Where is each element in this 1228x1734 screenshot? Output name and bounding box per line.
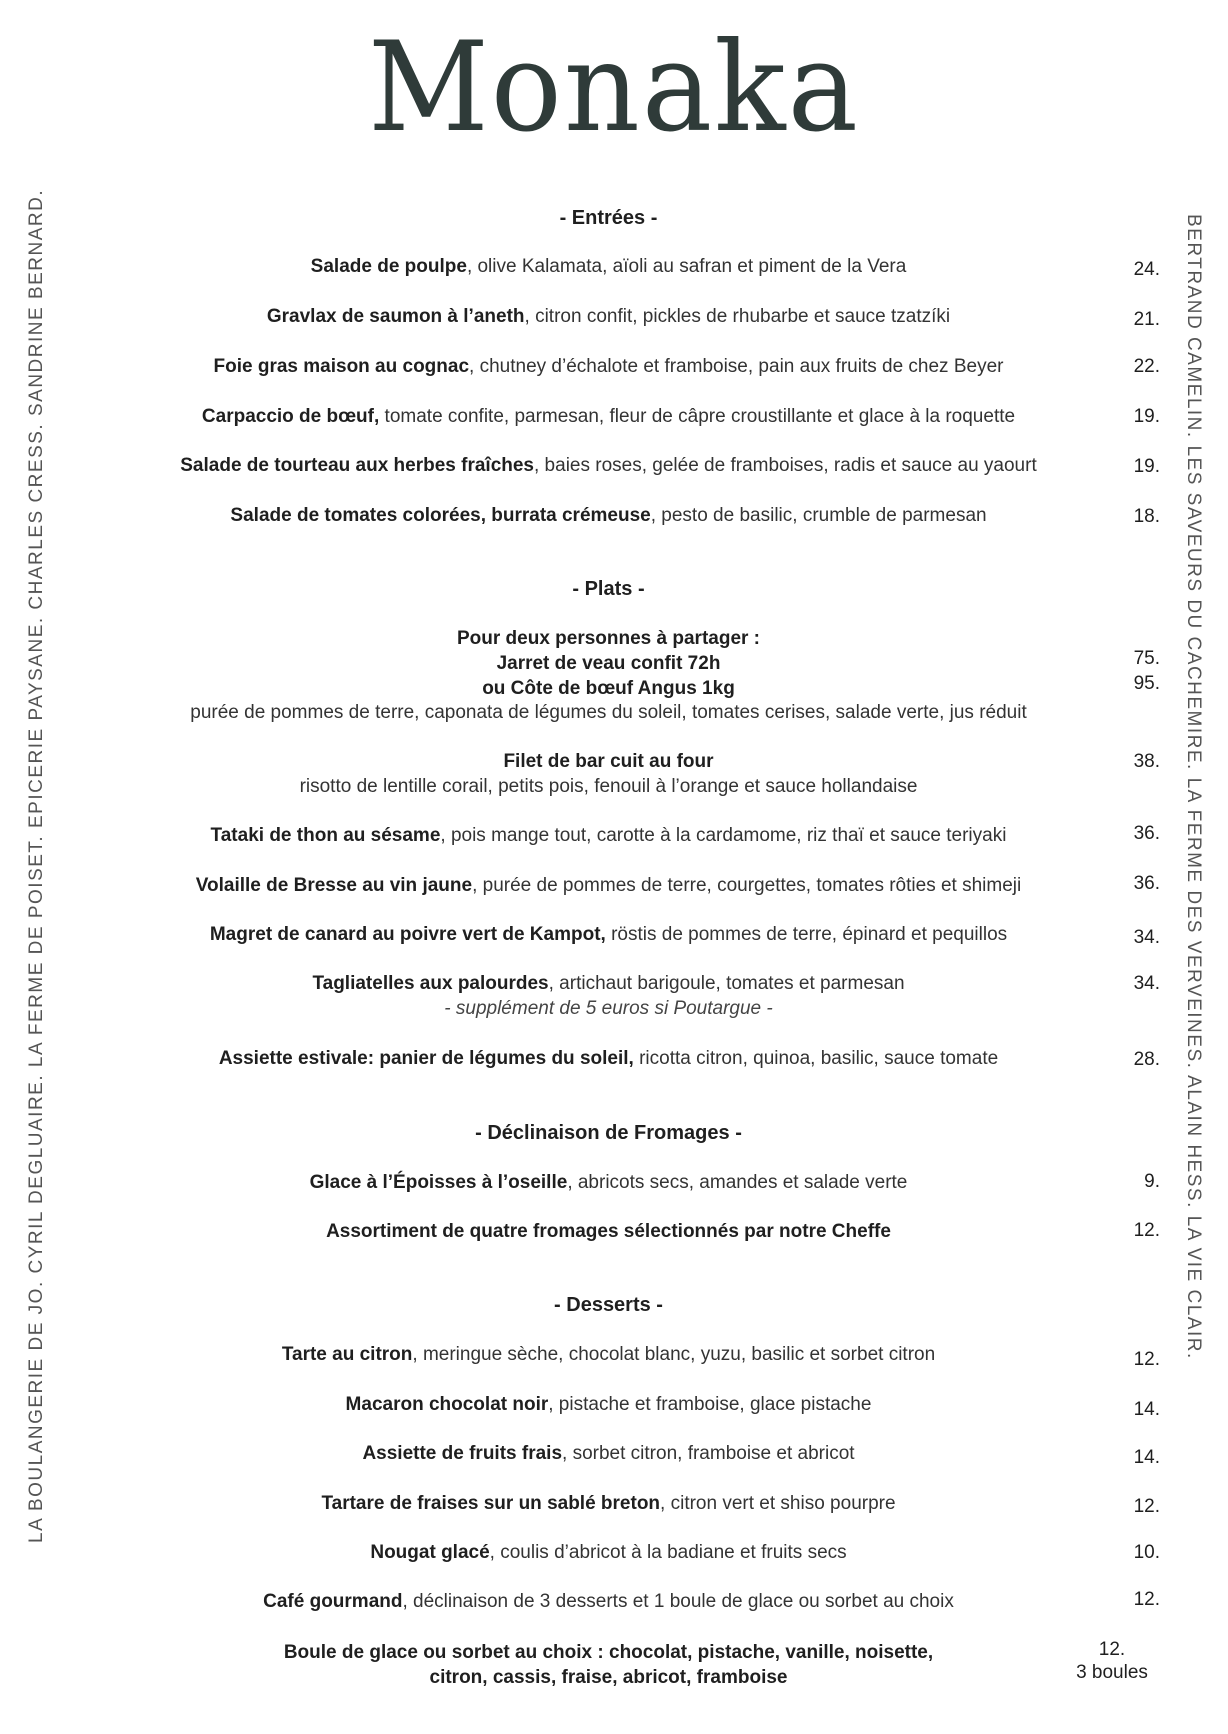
item-price: 10.	[1133, 1542, 1160, 1563]
item-desc: , baies roses, gelée de framboises, radis et sauce au yaourt	[534, 455, 1037, 476]
item-desc: röstis de pommes de terre, épinard et pequillos	[605, 924, 1008, 945]
item-price: 14.	[1133, 1399, 1160, 1420]
item-desc: risotto de lentille corail, petits pois, fenouil à l’orange et sauce hollandaise	[299, 776, 918, 797]
item-name: Tarte au citron	[281, 1344, 413, 1365]
item-desc: , artichaut barigoule, tomates et parmesan	[548, 973, 905, 994]
share-line-1: Jarret de veau confit 72h	[496, 653, 721, 674]
menu-item	[120, 405, 1097, 429]
item-desc: , olive Kalamata, aïoli au safran et piment de la Vera	[466, 256, 907, 277]
menu-item	[120, 1343, 1097, 1367]
menu-item	[120, 305, 1097, 329]
item-price: 12.	[1133, 1349, 1160, 1370]
section-title-fromages: - Déclinaison de Fromages -	[475, 1122, 742, 1144]
menu-item	[120, 1590, 1097, 1614]
item-name: Assortiment de quatre fromages sélectionnés par notre Cheffe	[326, 1221, 891, 1242]
item-desc: , pois mange tout, carotte à la cardamome, riz thaï et sauce teriyaki	[440, 825, 1007, 846]
menu-item	[120, 874, 1097, 898]
item-name: Café gourmand	[263, 1591, 403, 1612]
item-price: 12.	[1133, 1220, 1160, 1241]
item-name: Tartare de fraises sur un sablé breton	[321, 1493, 661, 1514]
item-price: 75.	[1133, 648, 1160, 669]
item-name: Gravlax de saumon à l’aneth	[266, 306, 525, 327]
item-name: Assiette de fruits frais	[362, 1443, 563, 1464]
item-price: 34.	[1133, 927, 1160, 948]
item-desc: tomate confite, parmesan, fleur de câpre croustillante et glace à la roquette	[379, 406, 1016, 427]
item-desc: , pesto de basilic, crumble de parmesan	[650, 505, 987, 526]
item-name: Tagliatelles aux palourdes	[312, 973, 549, 994]
section-title-plats: - Plats -	[572, 578, 645, 600]
item-price: 36.	[1133, 823, 1160, 844]
item-name: Salade de poulpe	[310, 256, 467, 277]
item-note: - supplément de 5 euros si Poutargue -	[444, 998, 773, 1019]
item-price: 19.	[1133, 456, 1160, 477]
menu-item	[120, 923, 1097, 947]
menu-item	[120, 355, 1097, 379]
suppliers-left: LA BOULANGERIE DE JO. CYRIL DEGLUAIRE. LA FERME DE POISET. EPICERIE PAYSANE. CHARLES CRESS. SANDRINE BERNARD.	[26, 188, 47, 1543]
item-name: Macaron chocolat noir	[345, 1394, 549, 1415]
item-name: Salade de tomates colorées, burrata crémeuse	[230, 505, 651, 526]
item-desc: ricotta citron, quinoa, basilic, sauce tomate	[633, 1048, 999, 1069]
menu-item	[120, 255, 1097, 279]
item-price: 22.	[1133, 356, 1160, 377]
item-name: Assiette estivale: panier de légumes du soleil,	[218, 1048, 634, 1069]
menu-item	[120, 1442, 1097, 1466]
menu-item	[120, 1220, 1097, 1244]
menu-item	[120, 504, 1097, 528]
menu-item	[120, 750, 1097, 774]
item-price: 12.	[1133, 1589, 1160, 1610]
item-name: Salade de tourteau aux herbes fraîches	[180, 455, 534, 476]
item-price: 36.	[1133, 873, 1160, 894]
item-desc: , purée de pommes de terre, courgettes, tomates rôties et shimeji	[472, 875, 1022, 896]
share-title: Pour deux personnes à partager :	[456, 628, 761, 649]
menu-item	[120, 972, 1097, 996]
item-price: 24.	[1133, 259, 1160, 280]
item-price: 12.	[1098, 1639, 1126, 1660]
glace-line-1: Boule de glace ou sorbet au choix : chocolat, pistache, vanille, noisette,	[283, 1642, 934, 1663]
item-name: Magret de canard au poivre vert de Kampot,	[209, 924, 606, 945]
item-price: 95.	[1133, 673, 1160, 694]
section-title-entrees: - Entrées -	[559, 207, 658, 229]
item-desc: , coulis d’abricot à la badiane et fruits secs	[489, 1542, 847, 1563]
menu-item	[120, 1171, 1097, 1195]
item-price: 34.	[1133, 973, 1160, 994]
restaurant-logo: Monaka	[367, 14, 861, 160]
item-desc: , citron vert et shiso pourpre	[660, 1493, 896, 1514]
menu-item	[120, 454, 1097, 478]
item-name: Nougat glacé	[370, 1542, 490, 1563]
item-desc: , déclinaison de 3 desserts et 1 boule de glace ou sorbet au choix	[402, 1591, 954, 1612]
item-price: 21.	[1133, 309, 1160, 330]
item-name: Foie gras maison au cognac	[213, 356, 470, 377]
item-desc: , abricots secs, amandes et salade verte	[567, 1172, 908, 1193]
item-price: 19.	[1133, 406, 1160, 427]
item-name: Glace à l’Époisses à l’oseille	[309, 1172, 568, 1193]
item-name: Tataki de thon au sésame	[210, 825, 441, 846]
section-title-desserts: - Desserts -	[554, 1294, 663, 1316]
suppliers-right: BERTRAND CAMELIN. LES SAVEURS DU CACHEMIRE. LA FERME DES VERVEINES. ALAIN HESS. LA VIE CLAIR.	[1183, 214, 1204, 1360]
share-desc: purée de pommes de terre, caponata de légumes du soleil, tomates cerises, salade verte, jus réduit	[190, 702, 1027, 723]
item-price: 14.	[1133, 1447, 1160, 1468]
item-name: Volaille de Bresse au vin jaune	[195, 875, 473, 896]
item-desc: , sorbet citron, framboise et abricot	[562, 1443, 855, 1464]
item-desc: , chutney d’échalote et framboise, pain aux fruits de chez Beyer	[469, 356, 1004, 377]
menu-item	[120, 1492, 1097, 1516]
item-name: Carpaccio de bœuf,	[201, 406, 380, 427]
item-price: 18.	[1133, 506, 1160, 527]
menu-item	[120, 1047, 1097, 1071]
menu-item	[120, 1541, 1097, 1565]
menu-item	[120, 824, 1097, 848]
item-desc: , citron confit, pickles de rhubarbe et sauce tzatzíki	[524, 306, 951, 327]
menu-item	[120, 1393, 1097, 1417]
share-line-2: ou Côte de bœuf Angus 1kg	[482, 678, 735, 699]
item-desc: , pistache et framboise, glace pistache	[548, 1394, 872, 1415]
item-price: 9.	[1144, 1171, 1160, 1192]
item-price: 28.	[1133, 1049, 1160, 1070]
price-note: 3 boules	[1076, 1662, 1148, 1683]
item-name: Filet de bar cuit au four	[503, 751, 714, 772]
item-desc: , meringue sèche, chocolat blanc, yuzu, basilic et sorbet citron	[412, 1344, 936, 1365]
item-price: 38.	[1133, 751, 1160, 772]
item-price: 12.	[1133, 1496, 1160, 1517]
glace-line-2: citron, cassis, fraise, abricot, framboise	[429, 1667, 788, 1688]
